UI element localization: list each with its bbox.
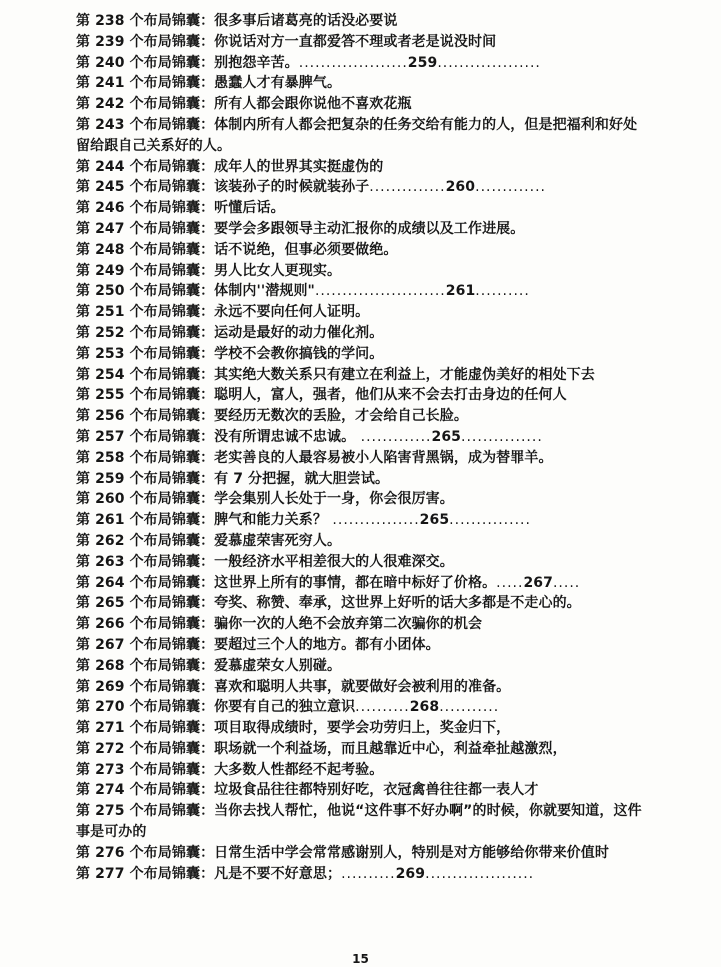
entry-prefix: 第 277 个布局锦囊： bbox=[76, 865, 215, 882]
toc-entry bbox=[76, 614, 644, 635]
toc-entry bbox=[76, 53, 644, 74]
entry-text: 一般经济水平相差很大的人很难深交。 bbox=[214, 553, 454, 570]
toc-entry bbox=[76, 198, 644, 219]
toc-entry bbox=[76, 739, 644, 760]
entry-prefix: 第 261 个布局锦囊： bbox=[76, 512, 215, 529]
toc-entry bbox=[76, 718, 644, 739]
entry-text: 爱慕虚荣害死穷人。 bbox=[214, 532, 342, 549]
entry-prefix: 第 246 个布局锦囊： bbox=[76, 200, 215, 217]
toc-entry bbox=[76, 323, 644, 344]
toc-entry bbox=[76, 240, 644, 261]
leader-dots: ............. bbox=[355, 428, 432, 445]
entry-prefix: 第 273 个布局锦囊： bbox=[76, 761, 215, 778]
entry-text: 这世界上所有的事情，都在暗中标好了价格。 bbox=[214, 574, 497, 591]
toc-entry bbox=[76, 177, 644, 198]
entry-prefix: 第 271 个布局锦囊： bbox=[76, 720, 215, 737]
entry-prefix: 第 274 个布局锦囊： bbox=[76, 782, 215, 799]
entry-text: 老实善良的人最容易被小人陷害背黑锅，成为替罪羊。 bbox=[214, 449, 553, 466]
entry-text: 凡是不要不好意思； bbox=[214, 865, 342, 882]
entry-text: 听懂后话。 bbox=[214, 200, 285, 217]
trailing-dots: ............... bbox=[461, 428, 543, 445]
toc-entry bbox=[76, 635, 644, 656]
entry-text: 所有人都会跟你说他不喜欢花瓶 bbox=[214, 96, 412, 113]
entry-text: 夸奖、称赞、奉承，这世界上好听的话大多都是不走心的。 bbox=[214, 595, 581, 612]
entry-page: 265 bbox=[419, 512, 450, 529]
entry-prefix: 第 270 个布局锦囊： bbox=[76, 699, 215, 716]
entry-prefix: 第 249 个布局锦囊： bbox=[76, 262, 215, 279]
entry-prefix: 第 269 个布局锦囊： bbox=[76, 678, 215, 695]
entry-page: 269 bbox=[395, 865, 426, 882]
entry-text: 大多数人性都经不起考验。 bbox=[214, 761, 384, 778]
entry-text: 很多事后诸葛亮的话没必要说 bbox=[214, 13, 398, 29]
entry-prefix: 第 262 个布局锦囊： bbox=[76, 532, 215, 549]
toc-entry bbox=[76, 281, 644, 302]
entry-prefix: 第 257 个布局锦囊： bbox=[76, 428, 215, 445]
entry-prefix: 第 253 个布局锦囊： bbox=[76, 345, 215, 362]
toc-entry bbox=[76, 552, 644, 573]
entry-prefix: 第 265 个布局锦囊： bbox=[76, 595, 215, 612]
entry-prefix: 第 258 个布局锦囊： bbox=[76, 449, 215, 466]
toc-entry bbox=[76, 677, 644, 698]
entry-text: 体制内所有人都会把复杂的任务交给有能力的人，但是把福利和好处留给跟自己关系好的人。 bbox=[76, 116, 638, 154]
toc-entry bbox=[76, 801, 644, 843]
entry-text: 要学会多跟领导主动汇报你的成绩以及工作进展。 bbox=[214, 220, 525, 237]
toc-entry bbox=[76, 115, 644, 157]
toc-entry bbox=[76, 406, 644, 427]
entry-prefix: 第 241 个布局锦囊： bbox=[76, 75, 215, 92]
toc-entry bbox=[76, 843, 644, 864]
entry-prefix: 第 251 个布局锦囊： bbox=[76, 304, 215, 321]
entry-text: 爱慕虚荣女人别碰。 bbox=[214, 657, 342, 674]
entry-text: 该装孙子的时候就装孙子 bbox=[214, 179, 370, 196]
entry-prefix: 第 248 个布局锦囊： bbox=[76, 241, 215, 258]
leader-dots: .............. bbox=[369, 179, 446, 196]
entry-prefix: 第 250 个布局锦囊： bbox=[76, 283, 215, 300]
toc-entry bbox=[76, 469, 644, 490]
entry-text: 运动是最好的动力催化剂。 bbox=[214, 324, 384, 341]
toc-entry bbox=[76, 302, 644, 323]
entry-prefix: 第 243 个布局锦囊： bbox=[76, 116, 215, 133]
entry-prefix: 第 259 个布局锦囊： bbox=[76, 470, 215, 487]
toc-entry bbox=[76, 760, 644, 781]
leader-dots: .................... bbox=[298, 54, 408, 71]
trailing-dots: ............. bbox=[475, 179, 546, 196]
entry-prefix: 第 263 个布局锦囊： bbox=[76, 553, 215, 570]
entry-text: 当你去找人帮忙，他说“这件事不好办啊”的时候，你就要知道，这件事是可办的 bbox=[76, 803, 642, 841]
entry-text: 骗你一次的人绝不会放弃第二次骗你的机会 bbox=[214, 616, 483, 633]
trailing-dots: ........... bbox=[439, 699, 500, 716]
entry-text: 垃圾食品往往都特别好吃，衣冠禽兽往往都一表人才 bbox=[214, 782, 539, 799]
entry-text: 其实绝大数关系只有建立在利益上，才能虚伪美好的相处下去 bbox=[214, 366, 595, 383]
entry-prefix: 第 255 个布局锦囊： bbox=[76, 387, 215, 404]
entry-prefix: 第 244 个布局锦囊： bbox=[76, 158, 215, 175]
toc-entry bbox=[76, 73, 644, 94]
entry-prefix: 第 247 个布局锦囊： bbox=[76, 220, 215, 237]
entry-text: 要经历无数次的丢脸，才会给自己长脸。 bbox=[214, 408, 468, 425]
entry-text: 项目取得成绩时，要学会功劳归上，奖金归下， bbox=[214, 720, 511, 737]
entry-text: 日常生活中学会常常感谢别人，特别是对方能够给你带来价值时 bbox=[214, 844, 609, 861]
toc-entry bbox=[76, 94, 644, 115]
toc-entry bbox=[76, 656, 644, 677]
entry-text: 职场就一个利益场，而且越靠近中心，利益牵扯越激烈， bbox=[214, 740, 567, 757]
entry-page: 268 bbox=[409, 699, 440, 716]
toc-entry bbox=[76, 32, 644, 53]
entry-text: 成年人的世界其实挺虚伪的 bbox=[214, 158, 384, 175]
leader-dots: .......... bbox=[341, 865, 396, 882]
entry-text: 永远不要向任何人证明。 bbox=[214, 304, 370, 321]
toc-entry bbox=[76, 219, 644, 240]
toc-entry bbox=[76, 344, 644, 365]
entry-text: 学校不会教你搞钱的学问。 bbox=[214, 345, 384, 362]
toc-entry bbox=[76, 573, 644, 594]
page-number: 15 bbox=[352, 952, 369, 966]
entry-prefix: 第 245 个布局锦囊： bbox=[76, 179, 215, 196]
toc-entry bbox=[76, 489, 644, 510]
toc-entry bbox=[76, 385, 644, 406]
entry-prefix: 第 240 个布局锦囊： bbox=[76, 54, 215, 71]
entry-page: 261 bbox=[445, 283, 476, 300]
entry-text: 要超过三个人的地方。都有小团体。 bbox=[214, 636, 440, 653]
entry-prefix: 第 276 个布局锦囊： bbox=[76, 844, 215, 861]
entry-text: 体制内''潜规则" bbox=[214, 283, 315, 300]
entry-text: 脾气和能力关系？ bbox=[214, 512, 327, 529]
entry-text: 没有所谓忠诚不忠诚。 bbox=[214, 428, 356, 445]
entry-text: 你要有自己的独立意识 bbox=[214, 699, 356, 716]
entry-page: 267 bbox=[523, 574, 553, 591]
entry-prefix: 第 267 个布局锦囊： bbox=[76, 636, 215, 653]
toc-entry bbox=[76, 780, 644, 801]
entry-page: 260 bbox=[445, 179, 476, 196]
entry-prefix: 第 272 个布局锦囊： bbox=[76, 740, 215, 757]
entry-text: 男人比女人更现实。 bbox=[214, 262, 342, 279]
toc-entry bbox=[76, 697, 644, 718]
toc-entry bbox=[76, 427, 644, 448]
leader-dots: .......... bbox=[355, 699, 410, 716]
toc-entry bbox=[76, 11, 644, 32]
entry-page: 265 bbox=[431, 428, 462, 445]
entry-prefix: 第 252 个布局锦囊： bbox=[76, 324, 215, 341]
toc-entry bbox=[76, 261, 644, 282]
toc-entry bbox=[76, 365, 644, 386]
toc-entry bbox=[76, 531, 644, 552]
toc-entry bbox=[76, 510, 644, 531]
entry-prefix: 第 239 个布局锦囊： bbox=[76, 33, 215, 50]
entry-prefix: 第 256 个布局锦囊： bbox=[76, 408, 215, 425]
toc-entry bbox=[76, 593, 644, 614]
entry-text: 聪明人，富人，强者，他们从来不会去打击身边的任何人 bbox=[214, 387, 567, 404]
trailing-dots: .................... bbox=[425, 865, 535, 882]
trailing-dots: ................... bbox=[437, 54, 541, 71]
toc-entry bbox=[76, 157, 644, 178]
entry-text: 话不说绝，但事必须要做绝。 bbox=[214, 241, 398, 258]
entry-page: 259 bbox=[407, 54, 438, 71]
entry-text: 有 7 分把握，就大胆尝试。 bbox=[214, 470, 390, 487]
entry-prefix: 第 238 个布局锦囊： bbox=[76, 13, 215, 29]
leader-dots: ..... bbox=[496, 574, 524, 591]
leader-dots: ........................ bbox=[314, 283, 446, 300]
entry-prefix: 第 254 个布局锦囊： bbox=[76, 366, 215, 383]
trailing-dots: .......... bbox=[475, 283, 530, 300]
trailing-dots: ............... bbox=[449, 512, 531, 529]
entry-text: 学会集别人长处于一身，你会很厉害。 bbox=[214, 491, 454, 508]
entry-text: 你说话对方一直都爱答不理或者老是说没时间 bbox=[214, 33, 497, 50]
toc-entry bbox=[76, 448, 644, 469]
trailing-dots: ..... bbox=[552, 574, 581, 591]
leader-dots: ................ bbox=[326, 512, 420, 529]
entry-prefix: 第 260 个布局锦囊： bbox=[76, 491, 215, 508]
entry-prefix: 第 275 个布局锦囊： bbox=[76, 803, 215, 820]
entry-text: 别抱怨辛苦。 bbox=[214, 54, 299, 71]
toc-entry bbox=[76, 864, 644, 885]
entry-prefix: 第 266 个布局锦囊： bbox=[76, 616, 215, 633]
entry-prefix: 第 264 个布局锦囊： bbox=[76, 574, 215, 591]
entry-prefix: 第 268 个布局锦囊： bbox=[76, 657, 215, 674]
table-of-contents bbox=[76, 11, 644, 884]
entry-prefix: 第 242 个布局锦囊： bbox=[76, 96, 215, 113]
entry-text: 愚蠢人才有暴脾气。 bbox=[214, 75, 342, 92]
entry-text: 喜欢和聪明人共事，就要做好会被利用的准备。 bbox=[214, 678, 511, 695]
